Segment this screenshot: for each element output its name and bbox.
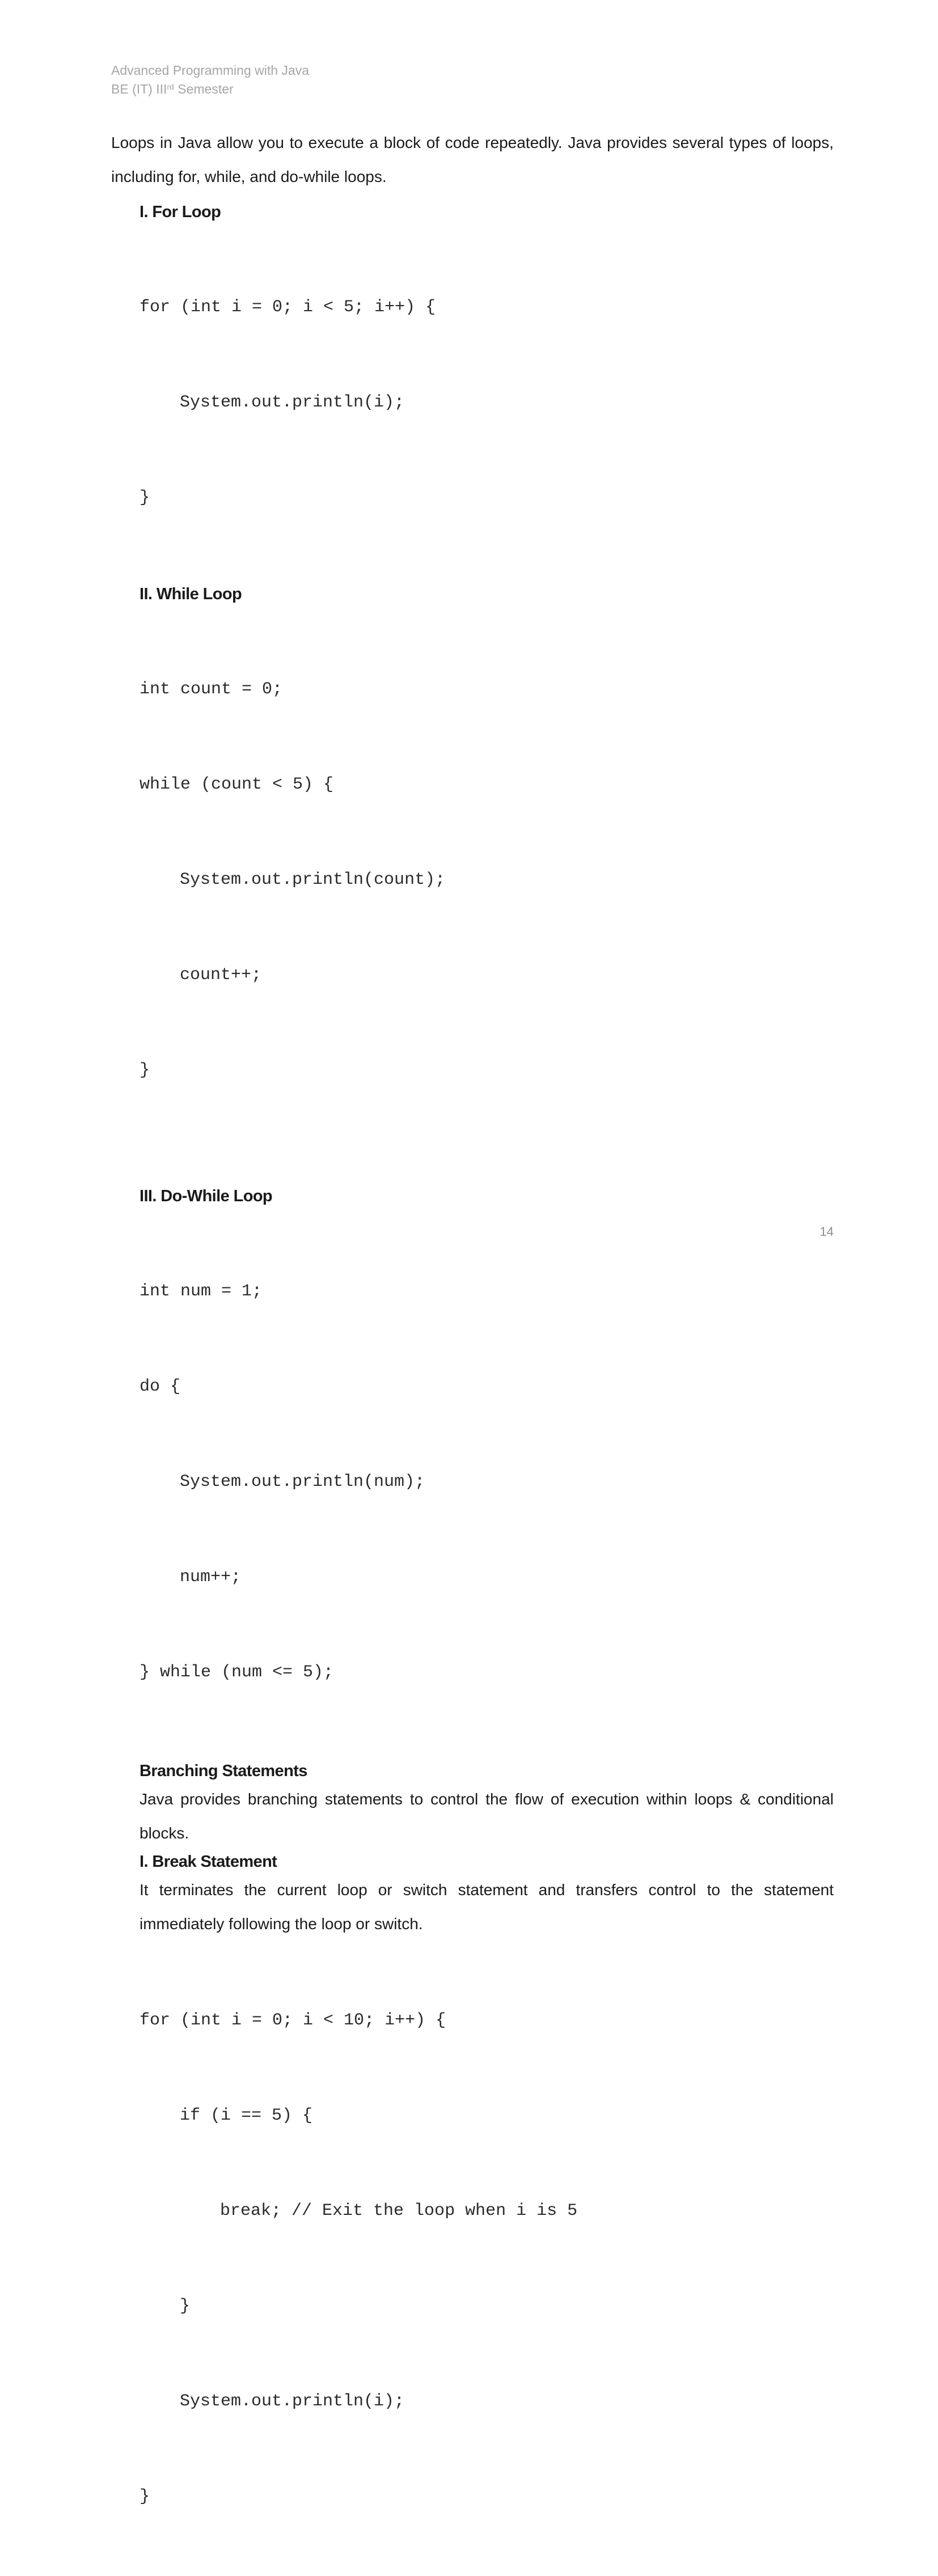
page-number: 14 (819, 1225, 834, 1239)
branching-section (140, 1760, 834, 1850)
semester-prefix: BE (IT) III (111, 82, 167, 96)
code-line: } (140, 488, 150, 507)
break-paragraph: It terminates the current loop or switch statement and transfers control to the statement immediately following the loop or switch. (140, 1881, 834, 1933)
semester-suffix: Semester (174, 82, 234, 96)
code-line: System.out.println(i); (180, 393, 405, 412)
code-line: System.out.println(count); (180, 870, 446, 889)
break-heading: I. Break Statement (140, 1853, 277, 1871)
code-line: for (int i = 0; i < 10; i++) { (140, 2011, 446, 2030)
code-line: } (140, 1061, 150, 1080)
while-loop-section (140, 583, 834, 1150)
code-line: } while (num <= 5); (140, 1663, 334, 1682)
code-line: System.out.println(i); (180, 2392, 405, 2411)
branching-heading: Branching Statements (140, 1762, 307, 1780)
semester-superscript: rd (167, 82, 174, 91)
code-line: count++; (180, 965, 262, 985)
code-line: break; // Exit the loop when i is 5 (220, 2201, 578, 2221)
break-section (140, 1850, 834, 2576)
code-line: do { (140, 1377, 181, 1396)
code-line: for (int i = 0; i < 5; i++) { (140, 298, 436, 317)
for-loop-code (140, 228, 834, 577)
page-content (111, 126, 834, 2576)
branching-paragraph: Java provides branching statements to control the flow of execution within loops & conditional blocks. (140, 1790, 834, 1842)
semester-line (111, 80, 309, 99)
code-line: System.out.println(num); (180, 1472, 425, 1492)
page-header (111, 61, 309, 99)
code-line: if (i == 5) { (180, 2106, 313, 2125)
break-code (140, 1941, 834, 2576)
code-line: } (180, 2297, 191, 2316)
while-loop-heading: II. While Loop (140, 585, 242, 603)
course-title: Advanced Programming with Java (111, 63, 309, 78)
code-line: int count = 0; (140, 680, 283, 699)
do-while-loop-heading: III. Do-While Loop (140, 1187, 273, 1205)
for-loop-heading: I. For Loop (140, 203, 221, 221)
intro-paragraph: Loops in Java allow you to execute a block of code repeatedly. Java provides several types of loops, including for, while, and do-while loops. (111, 134, 834, 185)
do-while-loop-section (140, 1185, 834, 1752)
code-line: num++; (180, 1567, 242, 1587)
while-loop-code (140, 610, 834, 1150)
code-line: while (count < 5) { (140, 775, 334, 794)
code-line: int num = 1; (140, 1282, 263, 1301)
for-loop-section (140, 201, 834, 577)
code-line: } (140, 2487, 150, 2506)
do-while-loop-code (140, 1212, 834, 1752)
